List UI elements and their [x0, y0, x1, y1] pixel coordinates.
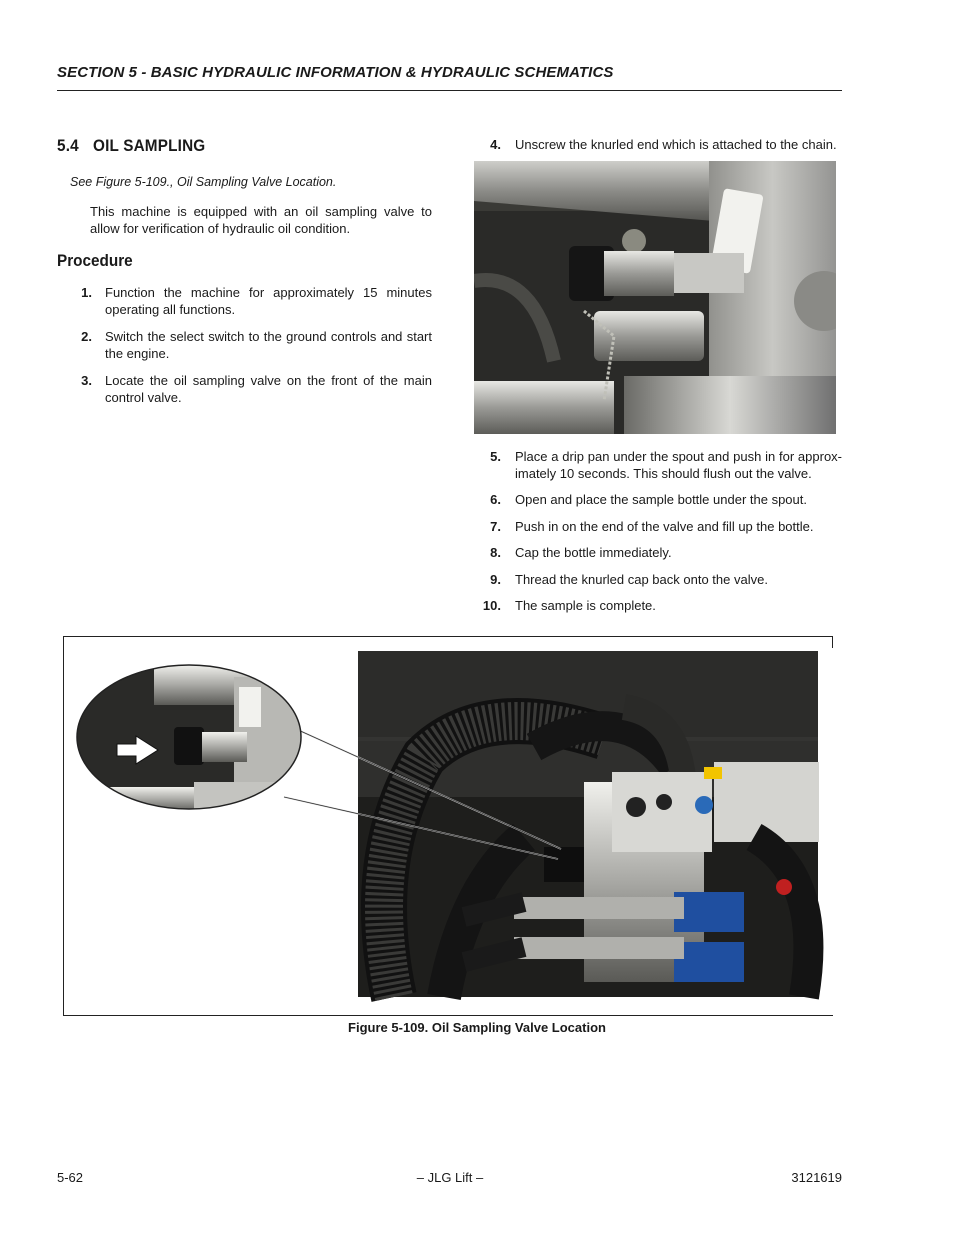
step-number: 7. — [490, 519, 501, 534]
section-header: SECTION 5 - BASIC HYDRAULIC INFORMATION & HYDRAULIC SCHEMATICS — [57, 64, 614, 81]
step-text: Place a drip pan under the spout and push in for approx-imately 10 seconds. This should flush out the valve. — [515, 449, 842, 481]
step-number: 9. — [490, 572, 501, 587]
step-number: 2. — [81, 329, 92, 344]
step-number: 6. — [490, 492, 501, 507]
step-text: Locate the oil sampling valve on the front of the main control valve. — [105, 373, 432, 405]
section-number: 5.4 — [57, 136, 79, 155]
step-text: Switch the select switch to the ground controls and start the engine. — [105, 329, 432, 361]
footer-center: – JLG Lift – — [416, 1170, 484, 1185]
header-rule — [57, 90, 842, 91]
control-valve-photo — [358, 651, 819, 997]
procedure-heading: Procedure — [57, 251, 133, 270]
step-number: 4. — [490, 137, 501, 152]
step-text: Cap the bottle immediately. — [515, 545, 672, 560]
step-number: 10. — [482, 598, 501, 613]
valve-closeup-photo — [474, 161, 836, 434]
step-number: 5. — [490, 449, 501, 464]
step-number: 8. — [490, 545, 501, 560]
step-text: Function the machine for approximately 15 minutes operating all functions. — [105, 285, 432, 317]
figure-frame-edge — [832, 636, 833, 648]
step-text: Open and place the sample bottle under the spout. — [515, 492, 807, 507]
figure-reference[interactable]: See Figure 5-109., Oil Sampling Valve Location. — [70, 175, 337, 189]
section-title-text: OIL SAMPLING — [93, 136, 206, 155]
page-number: 5-62 — [57, 1170, 84, 1185]
step-number: 1. — [81, 285, 92, 300]
figure-caption: Figure 5-109. Oil Sampling Valve Location — [348, 1020, 606, 1035]
intro-paragraph: This machine is equipped with an oil sampling valve to allow for verification of hydraulic oil condition. — [90, 204, 432, 236]
step-number: 3. — [81, 373, 92, 388]
section-title — [57, 136, 205, 156]
document-number: 3121619 — [791, 1170, 842, 1185]
step-text: Push in on the end of the valve and fill up the bottle. — [515, 519, 814, 534]
step-text: The sample is complete. — [515, 598, 656, 613]
step-text: Thread the knurled cap back onto the valve. — [515, 572, 768, 587]
step-text: Unscrew the knurled end which is attached to the chain. — [515, 137, 837, 152]
oil-sampling-valve-figure — [64, 637, 832, 1014]
